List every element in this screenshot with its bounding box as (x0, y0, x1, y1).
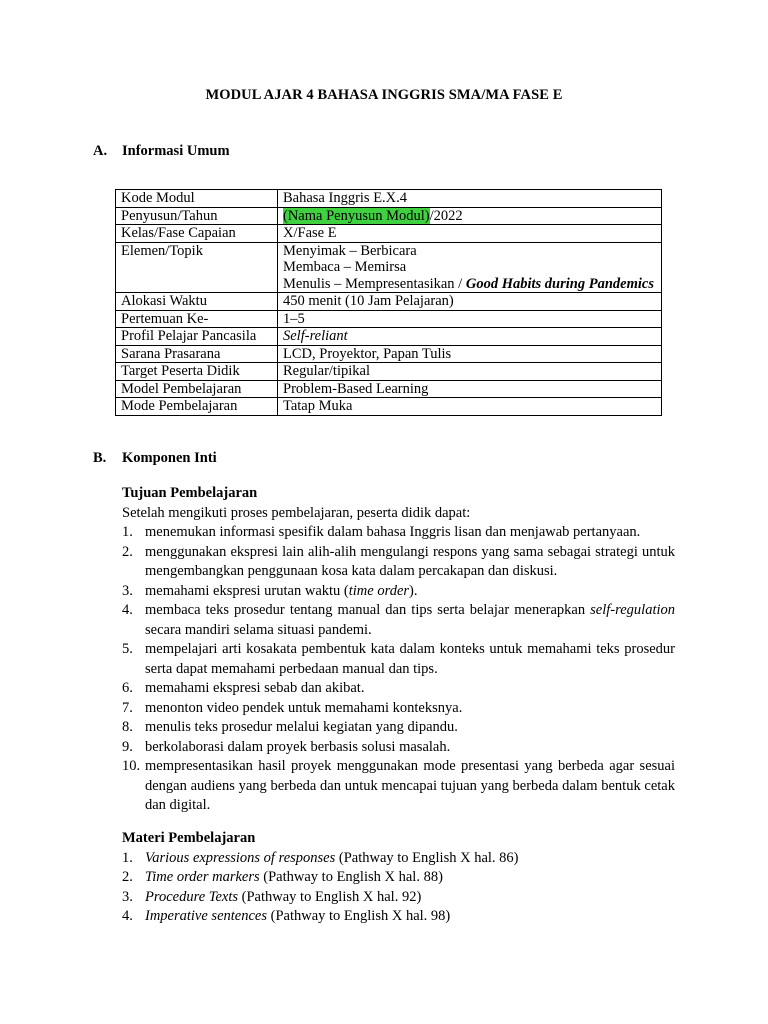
table-value: LCD, Proyektor, Papan Tulis (278, 345, 662, 363)
tujuan-section (122, 484, 675, 816)
section-letter: A. (93, 143, 108, 159)
section-b-heading (93, 450, 217, 467)
table-row (116, 363, 662, 381)
table-row (116, 190, 662, 208)
list-item (122, 523, 675, 543)
info-table (115, 189, 662, 416)
table-value (278, 242, 662, 293)
table-key: Target Peserta Didik (116, 363, 278, 381)
tujuan-intro: Setelah mengikuti proses pembelajaran, peserta didik dapat: (122, 504, 471, 521)
list-number: 10. (122, 758, 141, 774)
list-text: memahami ekspresi sebab dan akibat. (145, 680, 365, 696)
list-text: memahami ekspresi urutan waktu ( (145, 582, 349, 599)
list-number: 4. (122, 602, 133, 618)
table-value: Self-reliant (278, 328, 662, 346)
list-text: menulis teks prosedur melalui kegiatan yang dipandu. (145, 719, 458, 735)
table-value (278, 207, 662, 225)
table-value: Bahasa Inggris E.X.4 (278, 190, 662, 208)
table-key: Sarana Prasarana (116, 345, 278, 363)
list-italic-text: Time order markers (145, 869, 260, 885)
list-italic-text: Procedure Texts (145, 888, 239, 905)
list-item (122, 738, 675, 758)
list-item (122, 849, 675, 869)
list-number: 1. (122, 524, 133, 540)
materi-section (122, 829, 675, 927)
list-item (122, 888, 675, 908)
list-text: mempelajari arti kosakata pembentuk kata dalam konteks untuk memahami teks prosedur serta dapat memahami perbedaan manual dan tips. (145, 641, 675, 677)
list-text: menemukan informasi spesifik dalam bahasa Inggris lisan dan menjawab pertanyaan. (145, 524, 641, 540)
table-row (116, 310, 662, 328)
table-row (116, 207, 662, 225)
list-italic-text: self-regulation (590, 602, 675, 618)
list-item (122, 757, 675, 816)
list-number: 4. (122, 908, 133, 924)
list-italic-text: Imperative sentences (145, 908, 267, 924)
list-item (122, 543, 675, 582)
table-row (116, 242, 662, 293)
list-text: mempresentasikan hasil proyek menggunakan mode presentasi yang berbeda agar sesuai dengan audiens yang berbeda dan untuk mencapai tujuan yang berbeda dalam bentuk cetak dan digital. (145, 758, 675, 813)
table-value: 450 menit (10 Jam Pelajaran) (278, 293, 662, 311)
section-title: Informasi Umum (122, 143, 230, 159)
elemen-line: Membaca – Memirsa (283, 259, 407, 275)
year-text: /2022 (429, 207, 463, 224)
list-text: (Pathway to English X hal. 86) (335, 849, 519, 866)
highlighted-placeholder: (Nama Penyusun Modul) (283, 207, 430, 224)
table-key: Model Pembelajaran (116, 380, 278, 398)
list-item (122, 679, 675, 699)
materi-list (122, 849, 675, 927)
list-number: 2. (122, 543, 133, 560)
table-value: Regular/tipikal (278, 363, 662, 381)
section-letter: B. (93, 450, 107, 466)
table-value: Tatap Muka (278, 398, 662, 416)
list-number: 9. (122, 738, 133, 755)
table-key: Pertemuan Ke- (116, 310, 278, 328)
topic-title: Good Habits during Pandemics (465, 275, 654, 292)
table-row (116, 328, 662, 346)
list-item (122, 907, 675, 927)
list-text: (Pathway to English X hal. 92) (238, 888, 422, 905)
list-number: 3. (122, 582, 133, 599)
table-row (116, 380, 662, 398)
table-key: Mode Pembelajaran (116, 398, 278, 416)
tujuan-list (122, 523, 675, 816)
page-title: MODUL AJAR 4 BAHASA INGGRIS SMA/MA FASE E (205, 87, 563, 103)
list-italic-text: Various expressions of responses (145, 849, 336, 866)
tujuan-heading: Tujuan Pembelajaran (122, 485, 258, 501)
table-value: X/Fase E (278, 225, 662, 243)
list-item (122, 718, 675, 738)
list-number: 5. (122, 641, 133, 657)
table-key: Alokasi Waktu (116, 293, 278, 311)
list-item (122, 601, 675, 640)
list-item (122, 640, 675, 679)
list-number: 8. (122, 719, 133, 735)
list-item (122, 868, 675, 888)
table-row (116, 398, 662, 416)
list-number: 1. (122, 849, 133, 866)
list-item (122, 699, 675, 719)
table-key: Kode Modul (116, 190, 278, 208)
elemen-line (283, 276, 656, 293)
section-a-heading (93, 143, 230, 160)
list-text: berkolaborasi dalam proyek berbasis solusi masalah. (145, 738, 451, 755)
table-value: Problem-Based Learning (278, 380, 662, 398)
list-number: 6. (122, 680, 133, 696)
list-item (122, 582, 675, 602)
table-row (116, 225, 662, 243)
elemen-line: Menyimak – Berbicara (283, 242, 417, 259)
list-number: 7. (122, 699, 133, 716)
list-text: (Pathway to English X hal. 98) (267, 908, 451, 924)
list-text: menggunakan ekspresi lain alih-alih mengulangi respons yang sama sebagai strategi untuk mengembangkan penggunaan kosa kata dalam percakapan dan diskusi. (145, 543, 675, 579)
elemen-plain: Menulis – Mempresentasikan / (283, 275, 466, 292)
table-key: Kelas/Fase Capaian (116, 225, 278, 243)
list-text: membaca teks prosedur tentang manual dan tips serta belajar menerapkan (145, 602, 591, 618)
table-key: Elemen/Topik (116, 242, 278, 293)
list-italic-text: time order (348, 582, 410, 599)
list-number: 3. (122, 888, 133, 905)
list-number: 2. (122, 869, 133, 885)
table-row (116, 293, 662, 311)
materi-heading: Materi Pembelajaran (122, 830, 256, 846)
list-text: ). (409, 582, 418, 599)
table-value: 1–5 (278, 310, 662, 328)
table-row (116, 345, 662, 363)
table-key: Profil Pelajar Pancasila (116, 328, 278, 346)
table-key: Penyusun/Tahun (116, 207, 278, 225)
list-text: secara mandiri selama situasi pandemi. (145, 621, 372, 638)
section-title: Komponen Inti (122, 450, 217, 466)
list-text: menonton video pendek untuk memahami konteksnya. (145, 699, 463, 716)
list-text: (Pathway to English X hal. 88) (259, 869, 443, 885)
